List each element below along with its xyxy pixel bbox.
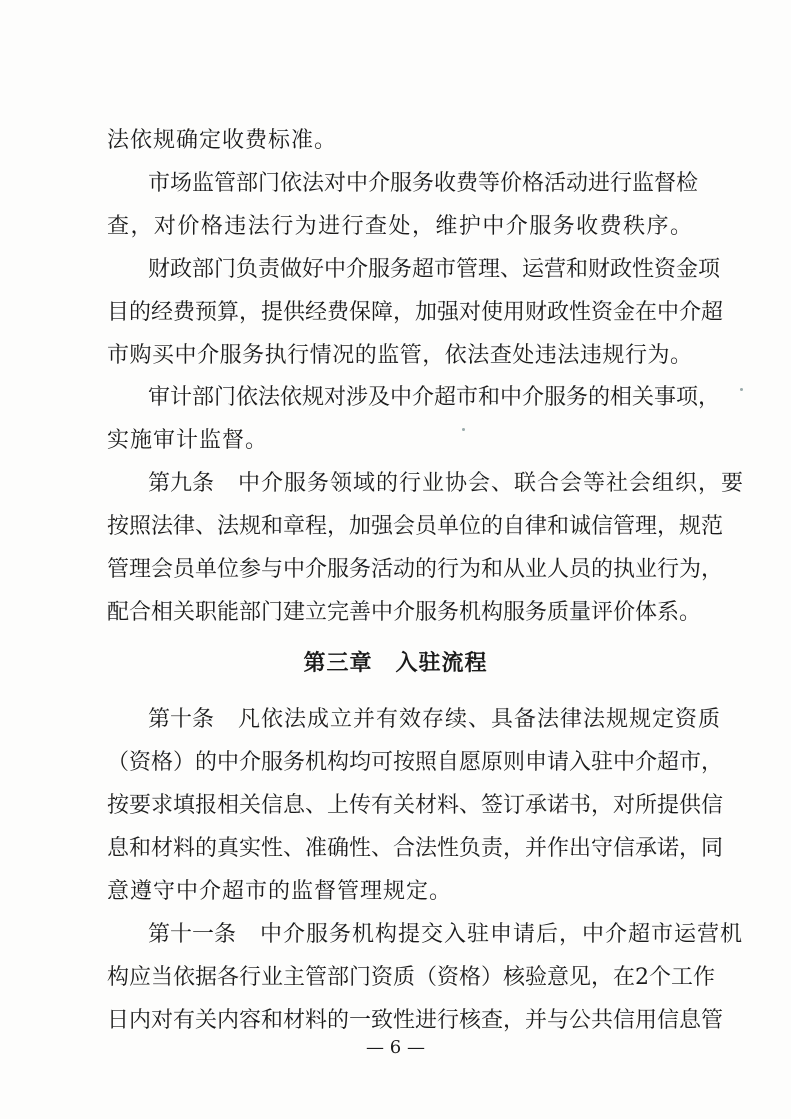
- scan-speck: [740, 388, 743, 391]
- paragraph-line: 意遵守中介超市的监督管理规定。: [107, 879, 453, 904]
- paragraph-line: 市场监管部门依法对中介服务收费等价格活动进行监督检: [148, 171, 699, 196]
- paragraph-line: 管理会员单位参与中介服务活动的行为和从业人员的执业行为，: [107, 557, 724, 582]
- paragraph-line: 目的经费预算，提供经费保障，加强对使用财政性资金在中介超: [107, 300, 724, 325]
- paragraph-line: 查，对价格违法行为进行查处，维护中介服务收费秩序。: [107, 214, 692, 239]
- paragraph-line: 法依规确定收费标准。: [107, 128, 338, 153]
- paragraph-line: 财政部门负责做好中介服务超市管理、运营和财政性资金项: [148, 257, 721, 282]
- article-11-text: 中介服务机构提交入驻申请后，中介超市运营机: [260, 922, 744, 947]
- chapter-title: 第三章 入驻流程: [303, 651, 488, 676]
- paragraph-line: 配合相关职能部门建立完善中介服务机构服务质量评价体系。: [107, 600, 702, 625]
- article-10-text: 凡依法成立并有效存续、具备法律法规规定资质: [238, 707, 722, 732]
- paragraph-line: 日内对有关内容和材料的一致性进行核查，并与公共信用信息管: [107, 1008, 724, 1033]
- article-9-label: 第九条: [148, 471, 215, 496]
- scan-speck: [462, 428, 465, 431]
- page-number: — 6 —: [366, 1037, 425, 1058]
- article-9-text: 中介服务领域的行业协会、联合会等社会组织，要: [238, 471, 745, 496]
- paragraph-line: 按照法律、法规和章程，加强会员单位的自律和诚信管理，规范: [107, 514, 724, 539]
- paragraph-line: 审计部门依法依规对涉及中介超市和中介服务的相关事项，: [148, 385, 721, 410]
- paragraph-line: 息和材料的真实性、准确性、合法性负责，并作出守信承诺，同: [107, 836, 724, 861]
- article-11-first-line: [148, 921, 744, 949]
- paragraph-line: 实施审计监督。: [107, 428, 269, 453]
- article-11-label: 第十一条: [148, 922, 237, 947]
- paragraph-line: （资格）的中介服务机构均可按照自愿原则申请入驻中介超市，: [107, 750, 724, 775]
- paragraph-line: 按要求填报相关信息、上传有关材料、签订承诺书，对所提供信: [107, 793, 724, 818]
- article-10-first-line: [148, 706, 722, 734]
- article-9-first-line: [148, 470, 745, 498]
- article-10-label: 第十条: [148, 707, 215, 732]
- paragraph-line: 市购买中介服务执行情况的监管，依法查处违法违规行为。: [107, 343, 692, 368]
- paragraph-line: 构应当依据各行业主管部门资质（资格）核验意见，在2个工作: [107, 965, 715, 990]
